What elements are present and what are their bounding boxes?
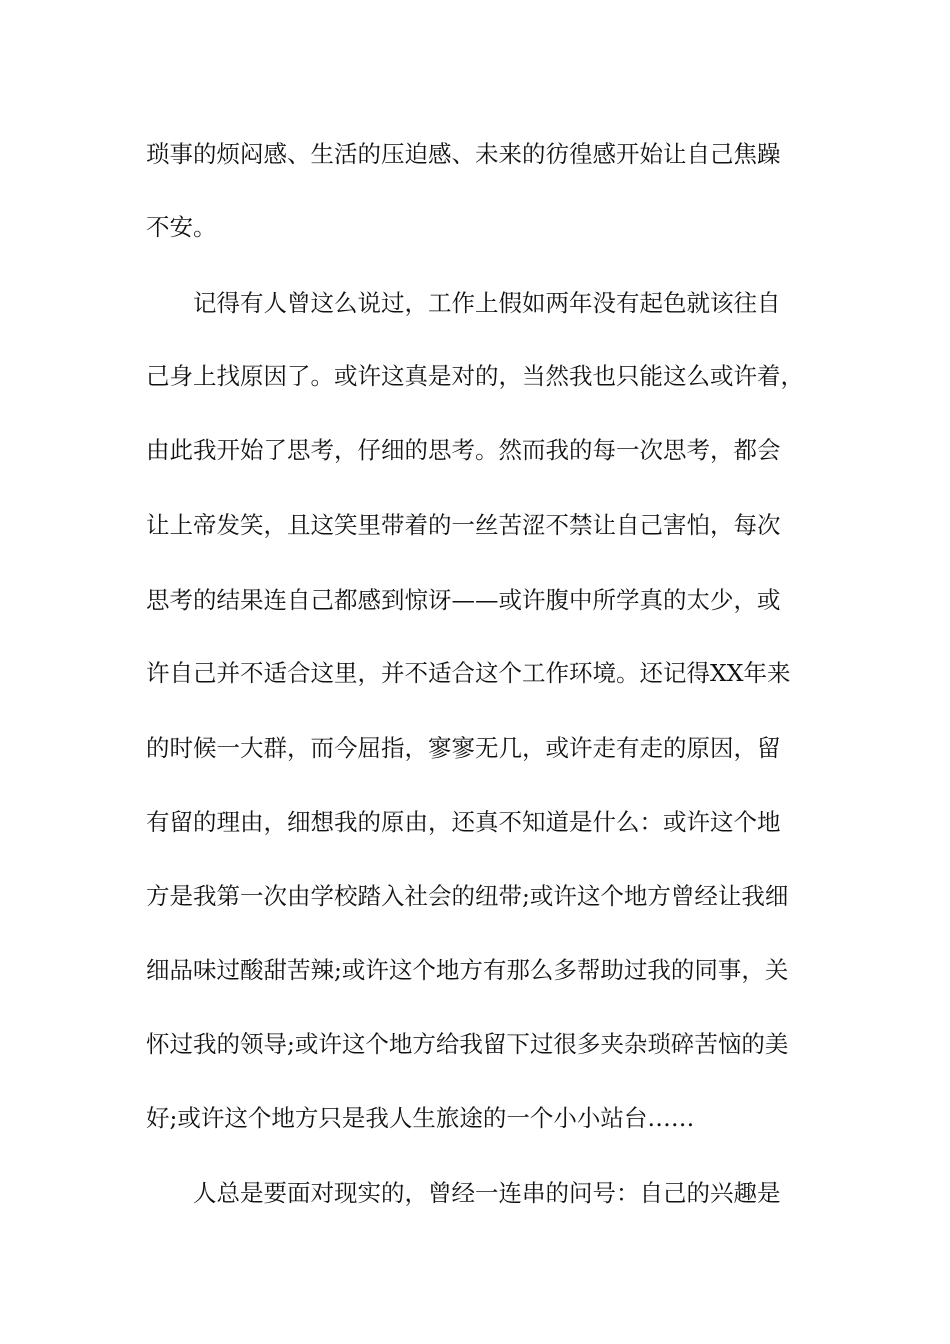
text-line: 怀过我的领导;或许这个地方给我留下过很多夹杂琐碎苦恼的美 xyxy=(146,1030,789,1058)
text-line: 让上帝发笑，且这笑里带着的一丝苦涩不禁让自己害怕，每次 xyxy=(146,511,781,539)
paragraph-start-line: 人总是要面对现实的，曾经一连串的问号：自己的兴趣是 xyxy=(193,1179,781,1207)
text-line: 不安。 xyxy=(146,213,217,241)
text-line: 己身上找原因了。或许这真是对的，当然我也只能这么或许着， xyxy=(146,362,804,390)
text-line: 许自己并不适合这里，并不适合这个工作环境。还记得XX年来 xyxy=(146,659,791,687)
text-line: 的时候一大群，而今屈指，寥寥无几，或许走有走的原因，留 xyxy=(146,734,781,762)
text-line: 思考的结果连自己都感到惊讶——或许腹中所学真的太少，或 xyxy=(146,586,781,614)
paragraph-start-line: 记得有人曾这么说过，工作上假如两年没有起色就该往自 xyxy=(193,289,781,317)
text-line: 有留的理由，细想我的原由，还真不知道是什么：或许这个地 xyxy=(146,808,781,836)
text-line: 细品味过酸甜苦辣;或许这个地方有那么多帮助过我的同事，关 xyxy=(146,956,789,984)
text-line: 方是我第一次由学校踏入社会的纽带;或许这个地方曾经让我细 xyxy=(146,882,789,910)
text-line: 由此我开始了思考，仔细的思考。然而我的每一次思考，都会 xyxy=(146,436,781,464)
text-line: 琐事的烦闷感、生活的压迫感、未来的彷徨感开始让自己焦躁 xyxy=(146,140,781,168)
text-line: 好;或许这个地方只是我人生旅途的一个小小站台…… xyxy=(146,1104,695,1132)
